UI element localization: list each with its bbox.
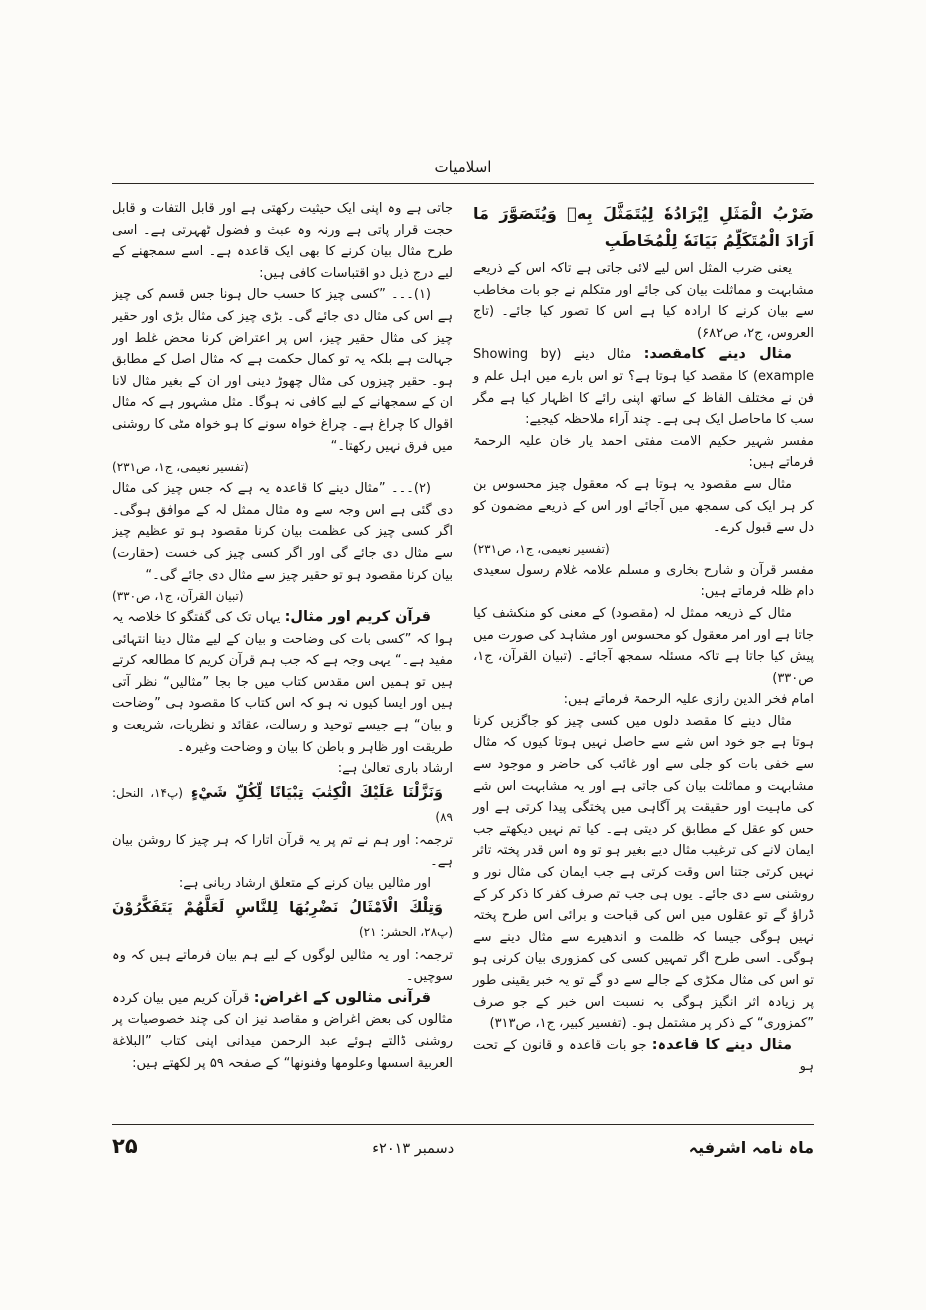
paragraph-irshad2: اور مثالیں بیان کرنے کے متعلق ارشاد ربانی ہے: — [178, 876, 431, 892]
masthead-title: اسلامیات — [434, 158, 492, 176]
heading-quran-misal: قرآن کریم اور مثال: — [284, 609, 432, 626]
quran-verse-1 — [112, 781, 453, 829]
column-right — [473, 198, 814, 1128]
heading-qaida: مثال دینے کا قاعدہ: — [651, 1036, 792, 1053]
citation-tibyan: (تبیان القرآن، ج۱، ص۳۳۰) — [112, 589, 244, 604]
text-maqsad: مثال دینے (Showing by example) کا مقصد کیا ہوتا ہے؟ تو اس بارے میں اہل علم و فن نے مختلف الفاظ کے ساتھ اپنی رائے کا اظہار کیا ہے مگر سب کا ماحاصل ایک ہی ہے۔ چند آراء ملاحظہ کیجیے: — [473, 347, 814, 428]
text-aghraz: قرآن کریم میں بیان کردہ مثالوں کی بعض اغراض و مقاصد نیز ان کی چند خصوصیات پر روشنی ڈالتے ہوئے عبد الرحمن میدانی اپنی کتاب ”البلاغة العربية اسسها وعلومها وفنونها“ کے صفحہ ۵۹ پر لکھتے ہیں: — [112, 990, 453, 1071]
paragraph-quote1: مثال سے مقصود یہ ہوتا ہے کہ معقول چیز محسوس بن کر ہر ایک کی سمجھ میں آجائے اور اس کے ذریعے مضمون کو دل سے قبول کرے۔ — [473, 476, 814, 536]
section-qaida — [473, 1035, 814, 1078]
verse-text-1: وَنَزَّلْنَا عَلَيْكَ الْكِتٰبَ تِبْيَانًا لِّكُلِّ شَيْءٍ — [190, 784, 443, 801]
paragraph-meaning: یعنی ضرب المثل اس لیے لائی جاتی ہے تاکہ اس کے ذریعے مشابہت و مماثلت بیان کی جائے اور متکلم نے جو بات مخاطب سے بیان کرنے کا ارادہ کیا ہے اس کا تصور کیا جائے۔ (تاج العروس، ج۲، ص۶۸۲) — [473, 261, 814, 341]
text-quran-misal: یہاں تک کی گفتگو کا خلاصہ یہ ہوا کہ ”کسی بات کی وضاحت و بیان کے لیے مثال دینا انتہائی مفید ہے۔“ یہی وجہ ہے کہ جب ہم قرآن کریم کا مطالعہ کرتے ہیں تو ہمیں اس مقدس کتاب میں جا بجا ”مثالیں“ نظر آتی ہیں اور ایسا کیوں نہ ہو کہ اس کتاب کا مقصود ہی ”وضاحت و بیان“ ہے جیسے توحید و رسالت، عقائد و نظریات، شریعت و طریقت اور ظاہر و باطن کا بیان و وضاحت وغیرہ۔ — [112, 610, 453, 755]
page-number: ۲۵ — [112, 1134, 138, 1158]
section-masthead — [112, 158, 814, 184]
paragraph-mufassir2: مفسر قرآن و شارح بخاری و مسلم علامہ غلام رسول سعیدی دام ظلہ فرماتے ہیں: — [473, 562, 814, 600]
section-aghraz — [112, 988, 453, 1074]
page-footer — [112, 1124, 814, 1158]
column-left — [112, 198, 453, 1128]
two-column-body — [112, 198, 814, 1128]
verse-ref-2: (پ۲۸، الحشر: ۲۱) — [358, 924, 453, 939]
paragraph-tarjuma2: ترجمہ: اور یہ مثالیں لوگوں کے لیے ہم بیان فرماتے ہیں کہ وہ سوچیں۔ — [112, 947, 453, 985]
paragraph-quote2: مثال کے ذریعہ ممثل لہ (مقصود) کے معنی کو منکشف کیا جاتا ہے اور امر معقول کو محسوس اور مشاہد کی صورت میں پیش کیا جاتا ہے تاکہ مسئلہ سمجھ آجائے۔ (تبیان القرآن، ج۱، ص۳۳۰) — [473, 605, 814, 686]
paragraph-point2: (۲)۔۔۔ ”مثال دینے کا قاعدہ یہ ہے کہ جس چیز کی مثال دی گئی ہے اس وجہ سے وہ مثال ممثل لہ کے موافق ہوگی۔ اگر کسی چیز کی عظمت بیان کرنا مقصود ہو تو عظیم چیز سے مثال دی جائے گی اور اگر کسی چیز کی خست (حقارت) بیان کرنا مقصود ہو تو حقیر چیز سے مثال دی جائے گی۔“ — [112, 481, 453, 583]
heading-aghraz: قرآنی مثالوں کے اغراض: — [253, 989, 431, 1006]
verse-text-2: وَتِلْكَ الْاَمْثَالُ نَضْرِبُهَا لِلنَّاسِ لَعَلَّهُمْ يَتَفَكَّرُوْنَ — [112, 899, 443, 916]
paragraph-tarjuma1: ترجمہ: اور ہم نے تم پر یہ قرآن اتارا کہ ہر چیز کا روشن بیان ہے۔ — [112, 832, 453, 870]
paragraph-irshad1: ارشاد باری تعالیٰ ہے: — [337, 761, 453, 777]
quran-verse-2 — [112, 896, 453, 944]
paragraph-continuation: جاتی ہے وہ اپنی ایک حیثیت رکھتی ہے اور قابل التفات و قابل حجت قرار پاتی ہے ورنہ وہ عبث و فضول ٹھہرتی ہے۔ اسی طرح مثال بیان کرنے کا بھی ایک قاعدہ ہے۔ اسے سمجھنے کے لیے درج ذیل دو اقتباسات کافی ہیں: — [112, 201, 453, 281]
paragraph-point1: (۱)۔۔۔ ”کسی چیز کا حسب حال ہونا جس قسم کی چیز ہے اس کی مثال دی جائے گی۔ بڑی چیز کی مثال بڑی اور حقیر چیز کی مثال حقیر چیز، اس پر اعتراض کرنا محض غلط اور جہالت ہے بلکہ یہ تو کمال حکمت ہے کہ مثال اصل کے مطابق ہو۔ حقیر چیزوں کی مثال چھوڑ دینی اور ان کے بغیر مثال لانا ان کے سمجھانے کے لیے کافی نہ ہوگا۔ مثل مشہور ہے کہ مثال اقوال کا چراغ ہے۔ چراغ خواہ سونے کا ہو خواہ مٹی کا روشنی میں فرق نہیں رکھتا۔“ — [112, 287, 453, 454]
text-qaida: جو بات قاعدہ و قانون کے تحت ہو — [473, 1037, 814, 1075]
magazine-name: ماہ نامہ اشرفیہ — [688, 1138, 814, 1157]
heading-maqsad: مثال دینے کامقصد: — [643, 346, 792, 363]
paragraph-mufassir1: مفسر شہیر حکیم الامت مفتی احمد یار خان علیہ الرحمۃ فرماتے ہیں: — [473, 433, 814, 471]
section-maqsad — [473, 344, 814, 430]
paragraph-quote3: مثال دینے کا مقصد دلوں میں کسی چیز کو جاگزیں کرنا ہوتا ہے جو خود اس شے سے حاصل نہیں ہوتا کیوں کہ مثال سے خفی بات کو جلی سے اور غائب کی حاضر و موجود سے مشابہت و مماثلت بیان کی جاتی ہے اور یہ مشابہت اس شے کی ماہیت اور حقیقت پر آگاہی میں پختگی پیدا کرتی ہے اور حس کو عقل کے مطابق کر دیتی ہے۔ کیا تم نہیں دیکھتے جب ایمان لانے کی ترغیب مثال دیے بغیر ہو تو وہ اس قدر پختہ تاثر نہیں کرتی جتنا اس وقت کرتی ہے جب ایمان کی مثال نور و روشنی سے دی جائے۔ یوں ہی جب تم صرف کفر کا ذکر کر کے ڈراؤ گے تو عقلوں میں اس کی قباحت و برائی اس طرح پختہ نہیں ہوگی جیسا کہ ظلمت و اندھیرے سے مثال دینے سے ہوگی۔ اسی طرح اگر تمہیں کسی کی کمزوری بیان کرنی ہو تو اس کی مثال مکڑی کے جالے سے دو گے تو یہ خبر یقینی طور پر زیادہ اثر انگیز ہوگی بہ نسبت اس خبر کے جو صرف ”کمزوری“ کے ذکر پر مشتمل ہو۔ (تفسیر کبیر، ج۱، ص۳۱۳) — [473, 713, 814, 1032]
paragraph-imam-razi: امام فخر الدین رازی علیہ الرحمۃ فرماتے ہیں: — [563, 692, 814, 708]
section-quran-misal — [112, 607, 453, 758]
arabic-definition-quote: ضَرْبُ الْمَثَلِ اِيْرَادُهٗ لِيُتَمَثَّلَ بِهٖ وَيُتَصَوَّرَ مَا اَرَادَ الْمُتَكَلِّمُ بَيَانَهٗ لِلْمُخَاطَبِ — [473, 204, 814, 250]
citation-naeemi: (تفسیر نعیمی، ج۱، ص۲۳۱) — [473, 541, 610, 556]
verse-ref-1: (پ۱۴، النحل: ۸۹) — [112, 785, 453, 824]
citation-naeemi-left: (تفسیر نعیمی، ج۱، ص۲۳۱) — [112, 460, 249, 475]
issue-date: دسمبر ۲۰۱۳ء — [372, 1141, 455, 1157]
